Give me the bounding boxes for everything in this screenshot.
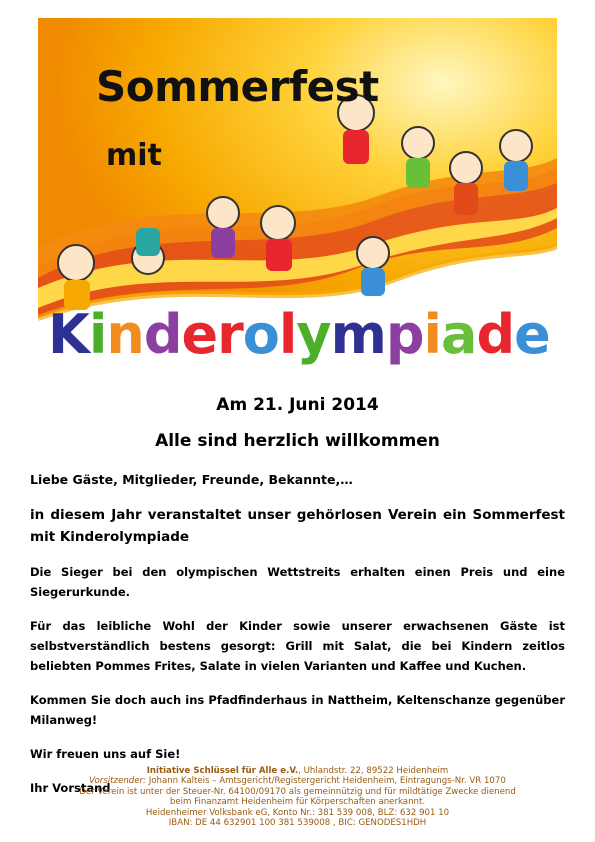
logo-letter: n <box>106 303 144 366</box>
footer-line-office: beim Finanzamt Heidenheim für Körperschaften anerkannt. <box>169 797 426 808</box>
food-paragraph: Für das leibliche Wohl der Kinder sowie unserer erwachsenen Gäste ist selbstverständlich bestens gesorgt: Grill mit Salat, die bei Kindern zeitlos beliebten Pommes Frites, Salate in vielen Varianten und Kaffee und Kuchen. <box>30 619 565 673</box>
footer-line-tax: Der Verein ist unter der Steuer-Nr. 64100/09170 als gemeinnützig und für mildtätige Zwecke dienend <box>79 786 516 797</box>
footer-line-org <box>0 766 595 776</box>
logo-letter: d <box>476 303 515 366</box>
logo-letter: l <box>278 303 297 366</box>
banner-title: Sommerfest <box>96 62 379 111</box>
signature-paragraph: Ihr Vorstand <box>30 781 111 795</box>
logo-letter: i <box>423 303 442 366</box>
logo-letter: p <box>385 303 424 366</box>
footer-line-chair <box>0 776 595 786</box>
footer-org-name: Initiative Schlüssel für Alle e.V. <box>146 766 299 776</box>
footer-chair: Johann Kalteis – Amtsgericht/Registergericht Heidenheim, Eintragungs-Nr. VR 1070 <box>145 776 506 787</box>
logo-letter: d <box>143 303 182 366</box>
prize-paragraph: Die Sieger bei den olympischen Wettstreits erhalten einen Preis und eine Siegerurkunde. <box>30 565 565 599</box>
intro-paragraph: in diesem Jahr veranstaltet unser gehörlosen Verein ein Sommerfest mit Kinderolympiade <box>30 507 565 545</box>
event-date: Am 21. Juni 2014 <box>216 395 379 415</box>
kinderolympiade-logo <box>48 300 558 370</box>
logo-letter: o <box>242 303 279 366</box>
logo-letter: m <box>330 303 386 366</box>
logo-letter: a <box>441 303 477 366</box>
closing-paragraph: Wir freuen uns auf Sie! <box>30 747 181 761</box>
welcome-heading: Alle sind herzlich willkommen <box>155 431 440 451</box>
logo-letter: y <box>296 303 331 366</box>
footer <box>0 766 595 828</box>
location-paragraph: Kommen Sie doch auch ins Pfadfinderhaus in Nattheim, Keltenschanze gegenüber Milanweg! <box>30 693 565 727</box>
logo-letter: i <box>88 303 107 366</box>
logo-letter: r <box>217 303 243 366</box>
footer-address: , Uhlandstr. 22, 89522 Heidenheim <box>298 766 449 776</box>
logo-letter: e <box>181 303 218 366</box>
footer-line-iban: IBAN: DE 44 632901 100 381 539008 , BIC: GENODES1HDH <box>168 818 427 829</box>
banner-subtitle-mit: mit <box>106 138 162 173</box>
footer-chair-label: Vorsitzender: <box>89 776 146 787</box>
footer-line-bank: Heidenheimer Volksbank eG, Konto Nr.: 381 539 008, BLZ: 632 901 10 <box>145 807 450 818</box>
greeting-paragraph: Liebe Gäste, Mitglieder, Freunde, Bekannte,… <box>30 472 353 487</box>
logo-letter: K <box>48 303 89 366</box>
letter-body <box>30 470 565 812</box>
logo-letter: e <box>514 303 550 366</box>
